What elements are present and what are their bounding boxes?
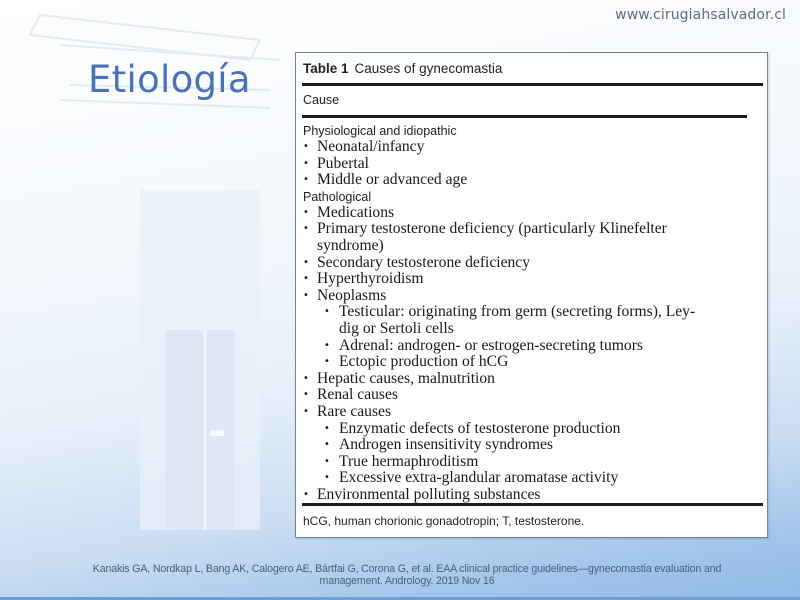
table-item-text: Ectopic production of hCG — [339, 353, 509, 371]
table-item-text: Enzymatic defects of testosterone production — [339, 419, 621, 437]
table-item-text: Medications — [317, 203, 395, 221]
table-item-text-continuation: syndrome) — [317, 236, 384, 254]
causes-table-panel — [295, 52, 768, 538]
table-item — [303, 288, 759, 305]
table-item — [303, 255, 759, 272]
table-item — [303, 172, 759, 189]
table-top-rule — [302, 83, 763, 86]
table-item-text: Secondary testosterone deficiency — [317, 253, 531, 271]
table-caption-text: Causes of gynecomastia — [354, 61, 503, 76]
table-item-text-continuation: dig or Sertoli cells — [339, 319, 454, 337]
bullet-icon: • — [303, 372, 309, 384]
citation — [40, 563, 774, 587]
table-item-text: Primary testosterone deficiency (particularly Klinefelter — [317, 220, 667, 238]
table-footnote: hCG, human chorionic gonadotropin; T, testosterone. — [303, 514, 585, 528]
table-item-text: Testicular: originating from germ (secreting forms), Ley- — [339, 303, 696, 321]
table-item-text: Excessive extra-glandular aromatase activity — [339, 469, 619, 487]
table-subitem — [303, 437, 759, 454]
table-bottom-rule — [302, 503, 763, 506]
slide-title: Etiología — [88, 58, 251, 101]
table-item-text: Rare causes — [317, 402, 392, 420]
table-item-text: Neoplasms — [317, 286, 387, 304]
bullet-icon: • — [303, 389, 309, 401]
background-door-shape — [140, 190, 260, 530]
table-subitem — [303, 354, 759, 371]
table-caption — [303, 61, 502, 76]
citation-line-2: management. Andrology. 2019 Nov 16 — [319, 575, 495, 587]
bullet-icon: • — [324, 339, 330, 351]
table-item — [303, 156, 759, 173]
table-subitem — [303, 454, 759, 471]
bullet-icon: • — [303, 223, 309, 235]
bullet-icon: • — [303, 141, 309, 152]
table-item-text: True hermaphroditism — [339, 452, 479, 470]
table-body — [303, 123, 759, 503]
table-item-text: Environmental polluting substances — [317, 485, 541, 503]
bullet-icon: • — [303, 273, 309, 285]
citation-line-1: Kanakis GA, Nordkap L, Bang AK, Calogero AE, Bártfai G, Corona G, et al. EAA clinical practice guidelines—gynecomastia evaluation and — [92, 563, 722, 575]
table-item-text: Adrenal: androgen- or estrogen-secreting tumors — [339, 336, 643, 354]
website-url: www.cirugiahsalvador.cl — [615, 7, 786, 23]
bullet-icon: • — [303, 174, 309, 186]
bullet-icon: • — [324, 422, 330, 434]
table-item-text: Pubertal — [317, 154, 369, 172]
table-header-rule — [302, 115, 747, 118]
bullet-icon: • — [324, 472, 330, 484]
bullet-icon: • — [303, 289, 309, 301]
table-item-text: Hyperthyroidism — [317, 270, 424, 288]
bullet-icon: • — [303, 405, 309, 417]
table-subitem — [303, 338, 759, 355]
bullet-icon: • — [324, 306, 330, 318]
table-item — [303, 205, 759, 222]
table-column-header: Cause — [303, 93, 340, 107]
table-item — [303, 221, 759, 254]
table-item-text: Neonatal/infancy — [317, 138, 425, 155]
bullet-icon: • — [303, 488, 309, 500]
bullet-icon: • — [303, 157, 309, 169]
table-subitem — [303, 304, 759, 337]
table-item — [303, 487, 759, 504]
table-item — [303, 387, 759, 404]
table-item-text: Middle or advanced age — [317, 171, 468, 189]
table-section-heading: Physiological and idiopathic — [303, 124, 457, 138]
table-item — [303, 404, 759, 421]
table-item — [303, 139, 759, 156]
table-caption-number: Table 1 — [303, 61, 349, 76]
bullet-icon: • — [303, 206, 309, 218]
table-item-text: Hepatic causes, malnutrition — [317, 369, 495, 387]
table-section-heading: Pathological — [303, 189, 372, 204]
table-item-text: Androgen insensitivity syndromes — [339, 436, 553, 454]
table-subitem — [303, 421, 759, 438]
table-item-text: Renal causes — [317, 386, 398, 404]
table-item — [303, 371, 759, 388]
bullet-icon: • — [324, 356, 330, 368]
bullet-icon: • — [303, 256, 309, 268]
table-subitem — [303, 470, 759, 487]
bullet-icon: • — [324, 455, 330, 467]
bullet-icon: • — [324, 439, 330, 451]
table-item — [303, 271, 759, 288]
